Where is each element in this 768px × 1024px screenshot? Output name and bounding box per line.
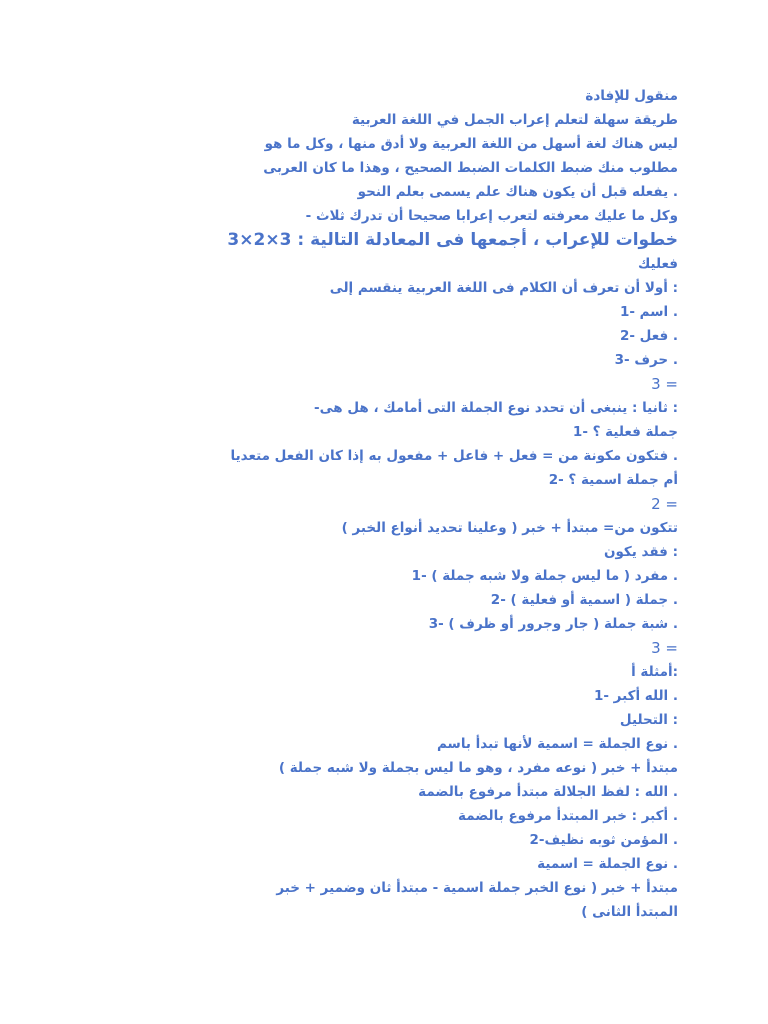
text-line: مبتدأ + خبر ( نوعه مفرد ، وهو ما ليس بجملة ولا شبه جملة ) [278,760,678,776]
text-line: . أكبر : خبر المبتدأ مرفوع بالضمة [458,808,678,824]
text-line: جملة فعلية ؟ -1 [572,424,678,440]
text-line: مطلوب منك ضبط الكلمات الضبط الصحيح ، وهذا ما كان العربى [263,160,678,176]
text-line: . نوع الجملة = اسمية [537,856,678,872]
text-line: . الله أكبر -1 [593,688,678,704]
text-line: وكل ما عليك معرفته لتعرب إعرابا صحيحا أن تدرك ثلاث - [305,208,678,224]
text-line: = 3 [651,639,678,657]
text-line: . شبة جملة ( جار وجرور أو ظرف ) -3 [428,616,678,632]
text-line: : فقد يكون [603,544,678,560]
text-line: . اسم -1 [619,304,678,320]
text-line: . جملة ( اسمية أو فعلية ) -2 [490,592,678,608]
text-line: : التحليل [619,712,678,728]
text-line: . فتكون مكونة من = فعل + فاعل + مفعول به إذا كان الفعل متعديا [230,448,678,464]
text-line: : ثانيا : ينبغى أن تحدد نوع الجملة التى أمامك ، هل هى- [314,400,678,416]
text-line: أم جملة اسمية ؟ -2 [548,472,678,488]
text-line: . نوع الجملة = اسمية لأنها تبدأ باسم [436,736,678,752]
text-line: . حرف -3 [614,352,678,368]
text-line: . المؤمن ثوبه نظيف-2 [529,832,678,848]
text-line: . الله : لفظ الجلالة مبتدأ مرفوع بالضمة [418,784,678,800]
text-line: المبتدأ الثانى ) [581,904,678,920]
text-line: طريقة سهلة لتعلم إعراب الجمل في اللغة العربية [351,112,678,128]
text-line: : أولا أن تعرف أن الكلام فى اللغة العربية ينقسم إلى [329,280,678,296]
text-line: :أمثلة أ [631,664,678,680]
text-line: . مفرد ( ما ليس جملة ولا شبه جملة ) -1 [411,568,678,584]
document-body [220,84,678,924]
text-line: = 3 [651,375,678,393]
text-line: = 2 [651,495,678,513]
text-line: خطوات للإعراب ، أجمعها فى المعادلة التالية : 3×2×3 [227,230,678,250]
text-line: مبتدأ + خبر ( نوع الخبر جملة اسمية - مبتدأ ثان وضمير + خبر [276,880,678,896]
text-line: تتكون من= مبتدأ + خبر ( وعلينا تحديد أنواع الخبر ) [341,520,678,536]
text-line: ليس هناك لغة أسهل من اللغة العربية ولا أدق منها ، وكل ما هو [264,136,678,152]
text-line: . يفعله قبل أن يكون هناك علم يسمى بعلم النحو [357,184,678,200]
text-line: . فعل -2 [619,328,678,344]
text-line: فعليك [637,256,678,272]
text-line: منقول للإفادة [585,88,678,104]
